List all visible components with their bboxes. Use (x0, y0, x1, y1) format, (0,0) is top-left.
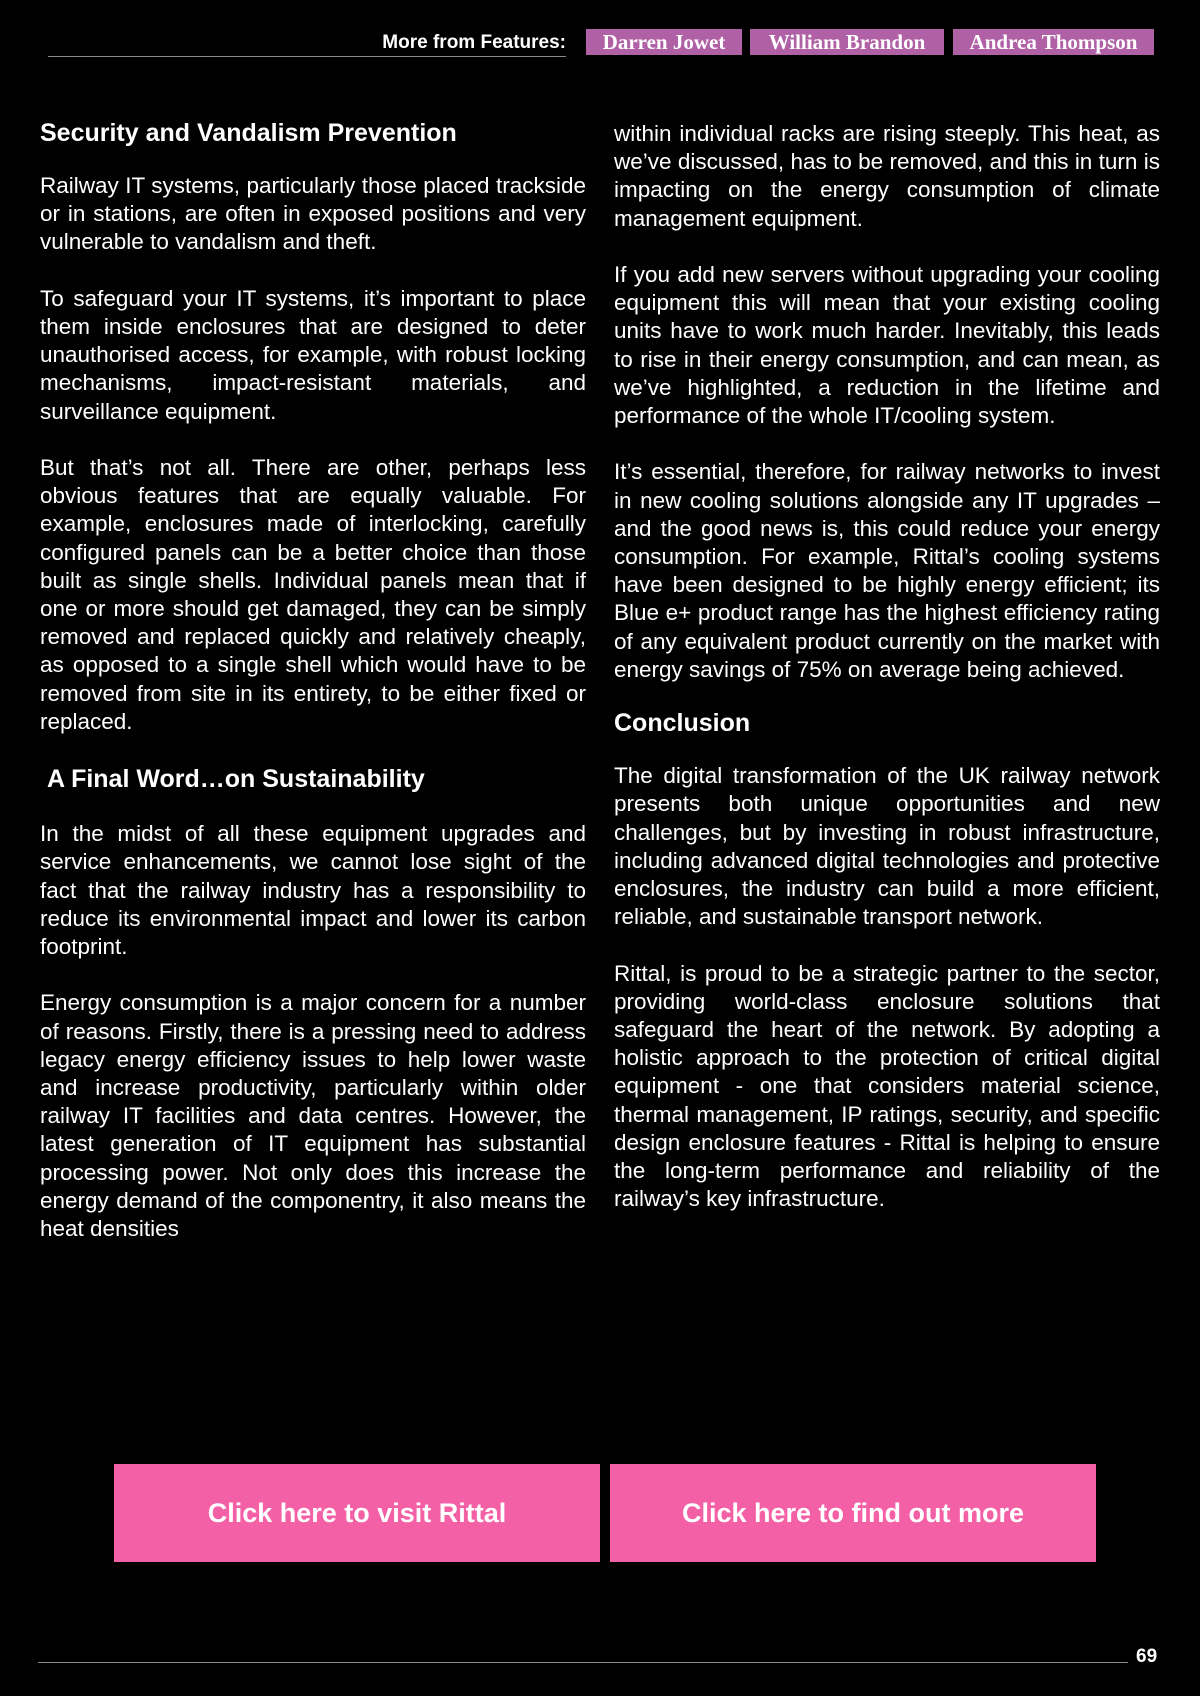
paragraph: Energy consumption is a major concern for a number of reasons. Firstly, there is a pressing need to address legacy energy efficiency issues to help lower waste and increase productivity, particularly within older railway IT facilities and data centres. However, the latest generation of IT equipment has substantial processing power. Not only does this increase the energy demand of the componentry, it also means the heat densities (40, 990, 586, 1242)
paragraph: within individual racks are rising steeply. This heat, as we’ve discussed, has to be removed, and this in turn is impacting on the energy consumption of climate management equipment. (614, 121, 1160, 231)
paragraph: But that’s not all. There are other, perhaps less obvious features that are equally valuable. For example, enclosures made of interlocking, carefully configured panels can be a better choice than those built as single shells. Individual panels mean that if one or more should get damaged, they can be simply removed and replaced quickly and relatively cheaply, as opposed to a single shell which would have to be removed from site in its entirety, to be either fixed or replaced. (40, 455, 586, 734)
heading-conclusion: Conclusion (614, 709, 751, 738)
paragraph: Rittal, is proud to be a strategic partner to the sector, providing world-class enclosure solutions that safeguard the heart of the network. By adopting a holistic approach to the protection of critical digital equipment - one that considers material science, thermal management, IP ratings, security, and specific design enclosure features - Rittal is helping to ensure the long-term performance and reliability of the railway’s key infrastructure. (614, 960, 1160, 1212)
paragraph: To safeguard your IT systems, it’s important to place them inside enclosures that are designed to deter unauthorised access, for example, with robust locking mechanisms, impact-resistant materials, and surveillance equipment. (40, 285, 586, 424)
footer-divider (38, 1662, 1128, 1663)
paragraph: The digital transformation of the UK railway network presents both unique opportunities and new challenges, but by investing in robust infrastructure, including advanced digital technologies and protective enclosures, the industry can build a more efficient, reliable, and sustainable transport network. (614, 763, 1160, 930)
article-column-right (614, 120, 1160, 1242)
more-from-features-bar (0, 26, 1200, 60)
visit-rittal-button[interactable]: Click here to visit Rittal (114, 1464, 600, 1562)
paragraph: It’s essential, therefore, for railway networks to invest in new cooling solutions alongside any IT upgrades – and the good news is, this could reduce your energy consumption. For example, Rittal’s cooling systems have been designed to be highly energy efficient; its Blue e+ product range has the highest efficiency rating of any equivalent product currently on the market with energy savings of 75% on average being achieved. (614, 459, 1160, 682)
paragraph: Railway IT systems, particularly those placed trackside or in stations, are often in exposed positions and very vulnerable to vandalism and theft. (40, 173, 586, 255)
paragraph: If you add new servers without upgrading your cooling equipment this will mean that your existing cooling units have to work much harder. Inevitably, this leads to rise in their energy consumption, and can mean, as we’ve highlighted, a reduction in the lifetime and performance of the whole IT/cooling system. (614, 262, 1160, 429)
author-link-darren-jowet[interactable]: Darren Jowet (586, 29, 742, 55)
article-column-left (40, 114, 586, 1271)
author-link-william-brandon[interactable]: William Brandon (750, 29, 944, 55)
header-divider (48, 56, 566, 57)
page-number: 69 (1136, 1646, 1158, 1667)
find-out-more-button[interactable]: Click here to find out more (610, 1464, 1096, 1562)
paragraph: In the midst of all these equipment upgrades and service enhancements, we cannot lose sight of the fact that the railway industry has a responsibility to reduce its environmental impact and lower its carbon footprint. (40, 821, 586, 960)
author-link-andrea-thompson[interactable]: Andrea Thompson (953, 29, 1154, 55)
heading-security-vandalism: Security and Vandalism Prevention (40, 119, 457, 147)
heading-sustainability: A Final Word…on Sustainability (47, 765, 425, 794)
more-from-features-label: More from Features: (382, 32, 566, 53)
